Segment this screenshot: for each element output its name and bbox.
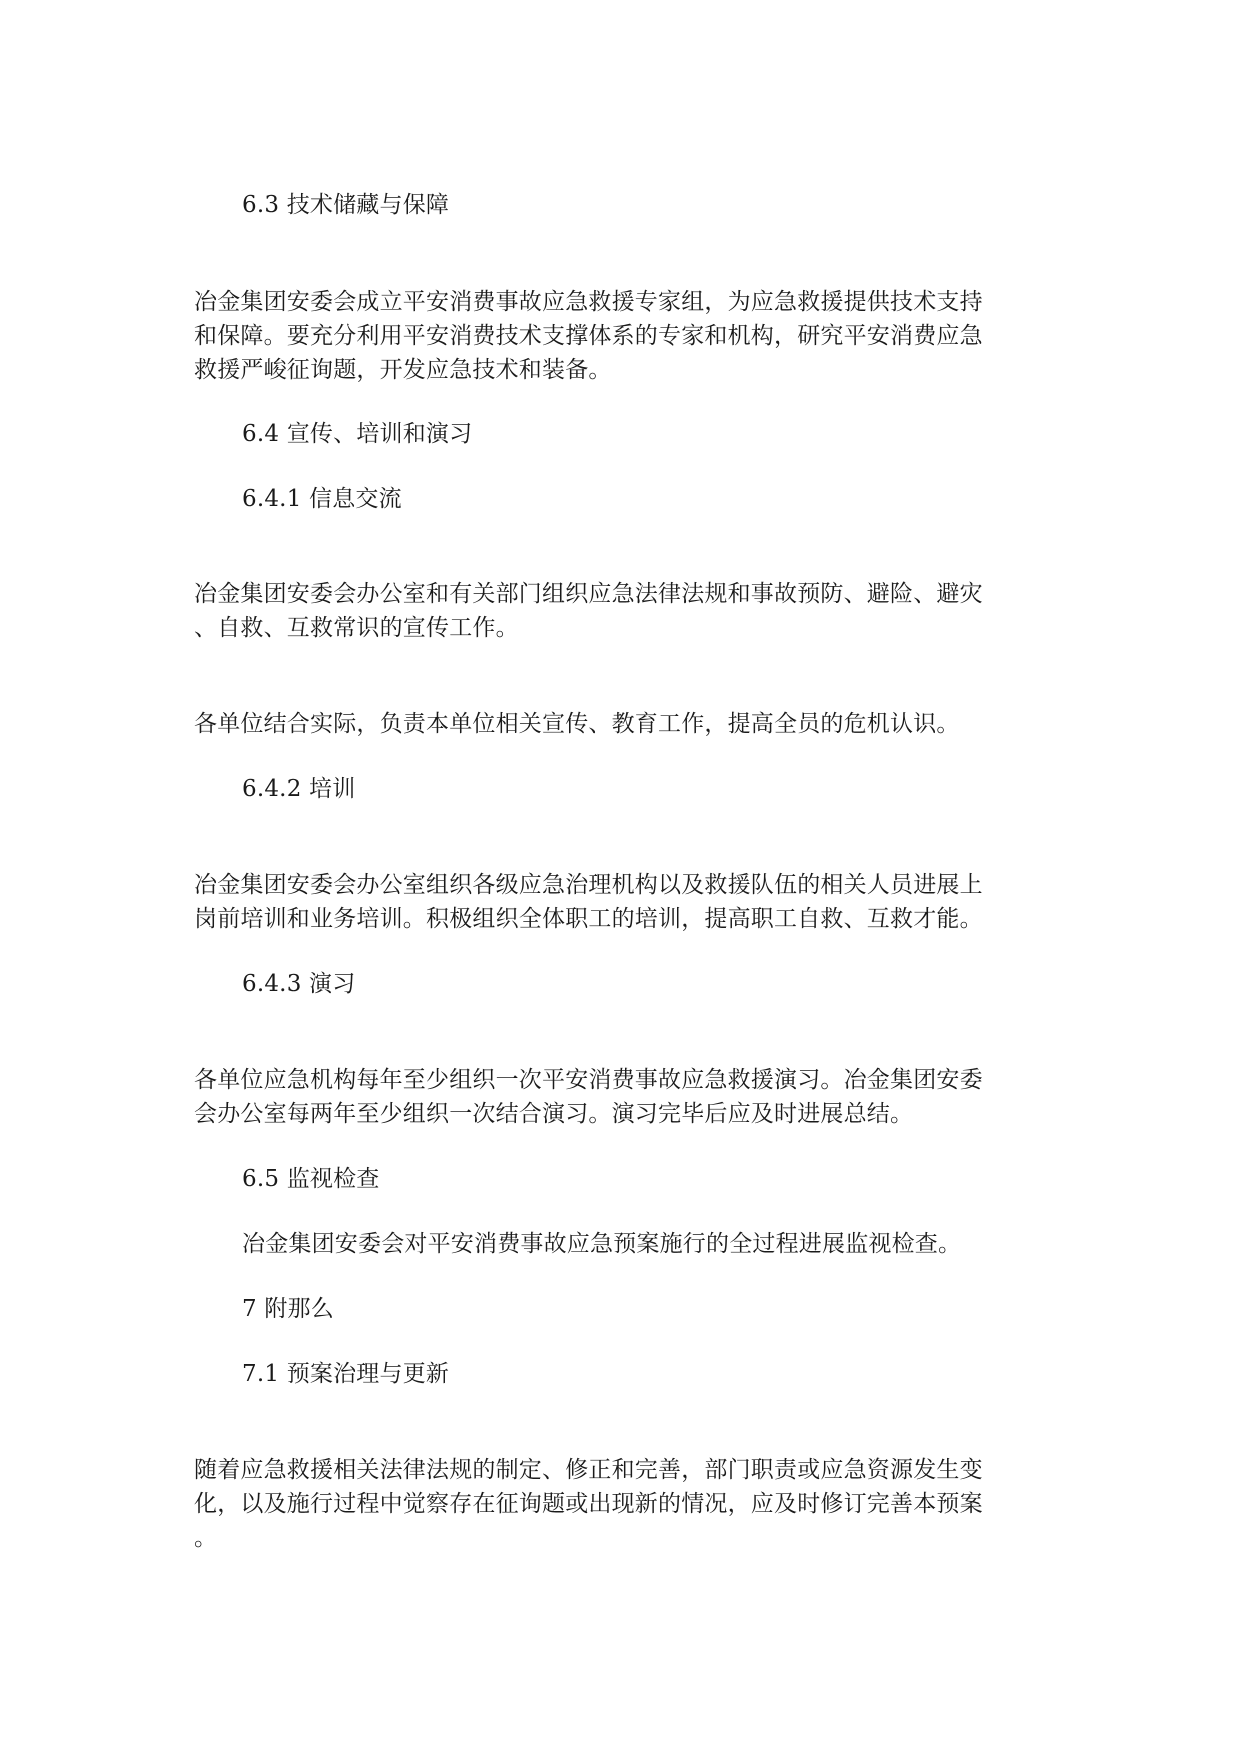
section-7-heading: 7 附那么 (242, 1296, 334, 1322)
section-7-1-heading: 7.1 预案治理与更新 (242, 1361, 450, 1387)
section-6-4-2-para-line-1: 冶金集团安委会办公室组织各级应急治理机构以及救援队伍的相关人员进展上 (194, 872, 983, 898)
section-6-4-3-heading: 6.4.3 演习 (242, 971, 356, 997)
section-6-4-1-para1-line-2: 、自救、互救常识的宣传工作。 (194, 615, 519, 641)
section-6-4-2-para-line-2: 岗前培训和业务培训。积极组织全体职工的培训，提高职工自救、互救才能。 (194, 906, 983, 932)
section-6-3-para-line-2: 和保障。要充分利用平安消费技术支撑体系的专家和机构，研究平安消费应急 (194, 323, 983, 349)
section-6-4-1-heading: 6.4.1 信息交流 (242, 486, 402, 512)
section-6-4-1-para2-line-1: 各单位结合实际，负责本单位相关宣传、教育工作，提高全员的危机认识。 (194, 711, 960, 737)
section-6-4-heading: 6.4 宣传、培训和演习 (242, 421, 473, 447)
section-6-5-heading: 6.5 监视检查 (242, 1166, 380, 1192)
section-6-4-3-para-line-1: 各单位应急机构每年至少组织一次平安消费事故应急救援演习。冶金集团安委 (194, 1067, 983, 1093)
section-6-4-2-heading: 6.4.2 培训 (242, 776, 356, 802)
section-7-1-para-line-1: 随着应急救援相关法律法规的制定、修正和完善，部门职责或应急资源发生变 (194, 1457, 983, 1483)
section-7-1-para-line-3: 。 (194, 1525, 218, 1551)
section-6-3-para-line-3: 救援严峻征询题，开发应急技术和装备。 (194, 357, 612, 383)
section-6-4-3-para-line-2: 会办公室每两年至少组织一次结合演习。演习完毕后应及时进展总结。 (194, 1101, 914, 1127)
section-6-4-1-para1-line-1: 冶金集团安委会办公室和有关部门组织应急法律法规和事故预防、避险、避灾 (194, 581, 983, 607)
section-7-1-para-line-2: 化，以及施行过程中觉察存在征询题或出现新的情况，应及时修订完善本预案 (194, 1491, 983, 1517)
section-6-5-para: 冶金集团安委会对平安消费事故应急预案施行的全过程进展监视检查。 (242, 1231, 962, 1257)
section-6-3-para-line-1: 冶金集团安委会成立平安消费事故应急救援专家组，为应急救援提供技术支持 (194, 289, 983, 315)
section-6-3-heading: 6.3 技术储藏与保障 (242, 192, 450, 218)
